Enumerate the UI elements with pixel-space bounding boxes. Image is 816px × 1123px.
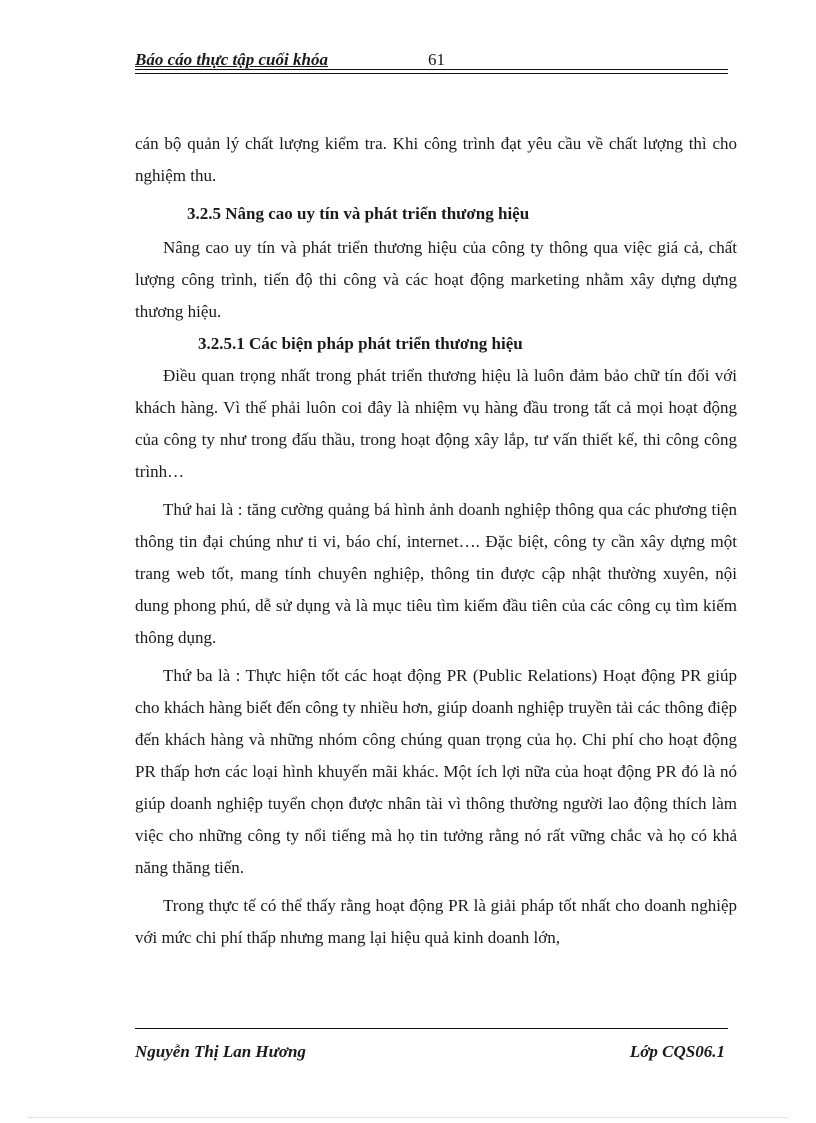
footer-rule — [135, 1028, 728, 1029]
paragraph: Nâng cao uy tín và phát triển thương hiệu của công ty thông qua việc giá cả, chất lượng công trình, tiến độ thi công và các hoạt động marketing nhằm xây dựng dựng thương hiệu. — [135, 238, 737, 321]
footer-class: Lớp CQS06.1 — [629, 1042, 725, 1061]
paragraph: Thứ ba là : Thực hiện tốt các hoạt động PR (Public Relations) Hoạt động PR giúp cho khách hàng biết đến công ty nhiều hơn, giúp doanh nghiệp truyền tải các thông điệp đến khách hàng và những nhóm công chúng quan trọng của họ. Chi phí cho hoạt động PR thấp hơn các loại hình khuyến mãi khác. Một ích lợi nữa của hoạt động PR đó là nó giúp doanh nghiệp tuyển chọn được nhân tài vì thông thường người lao động thích làm việc cho những công ty nổi tiếng mà họ tin tưởng rằng nó rất vững chắc và họ có khả năng thăng tiến. — [135, 666, 737, 877]
paragraph-continued: cán bộ quản lý chất lượng kiểm tra. Khi công trình đạt yêu cầu về chất lượng thì cho nghiệm thu. — [135, 134, 737, 185]
header-rule — [135, 69, 728, 70]
page-header — [135, 48, 728, 74]
page-number: 61 — [428, 50, 445, 69]
paragraph: Thứ hai là : tăng cường quảng bá hình ảnh doanh nghiệp thông qua các phương tiện thông tin đại chúng như ti vi, báo chí, internet…. Đặc biệt, công ty cần xây dựng một trang web tốt, mang tính chuyên nghiệp, thông tin được cập nhật thường xuyên, nội dung phong phú, dễ sử dụng và là mục tiêu tìm kiếm đầu tiên của các công cụ tìm kiếm thông dụng. — [135, 500, 737, 647]
footer-author: Nguyễn Thị Lan Hương — [135, 1042, 306, 1061]
document-body — [135, 128, 737, 954]
page-edge — [28, 1117, 788, 1118]
subsection-heading-3-2-5-1: 3.2.5.1 Các biện pháp phát triển thương hiệu — [198, 334, 523, 353]
section-heading-3-2-5: 3.2.5 Nâng cao uy tín và phát triển thương hiệu — [187, 204, 530, 223]
report-title: Báo cáo thực tập cuối khóa — [135, 50, 328, 69]
header-rule-double — [135, 73, 728, 74]
paragraph: Trong thực tế có thể thấy rằng hoạt động PR là giải pháp tốt nhất cho doanh nghiệp với mức chi phí thấp nhưng mang lại hiệu quả kinh doanh lớn, — [135, 896, 737, 947]
paragraph: Điều quan trọng nhất trong phát triển thương hiệu là luôn đảm bảo chữ tín đối với khách hàng. Vì thế phải luôn coi đây là nhiệm vụ hàng đầu trong tất cả mọi hoạt động của công ty như trong đấu thầu, trong hoạt động xây lắp, tư vấn thiết kế, thi công công trình… — [135, 366, 737, 481]
